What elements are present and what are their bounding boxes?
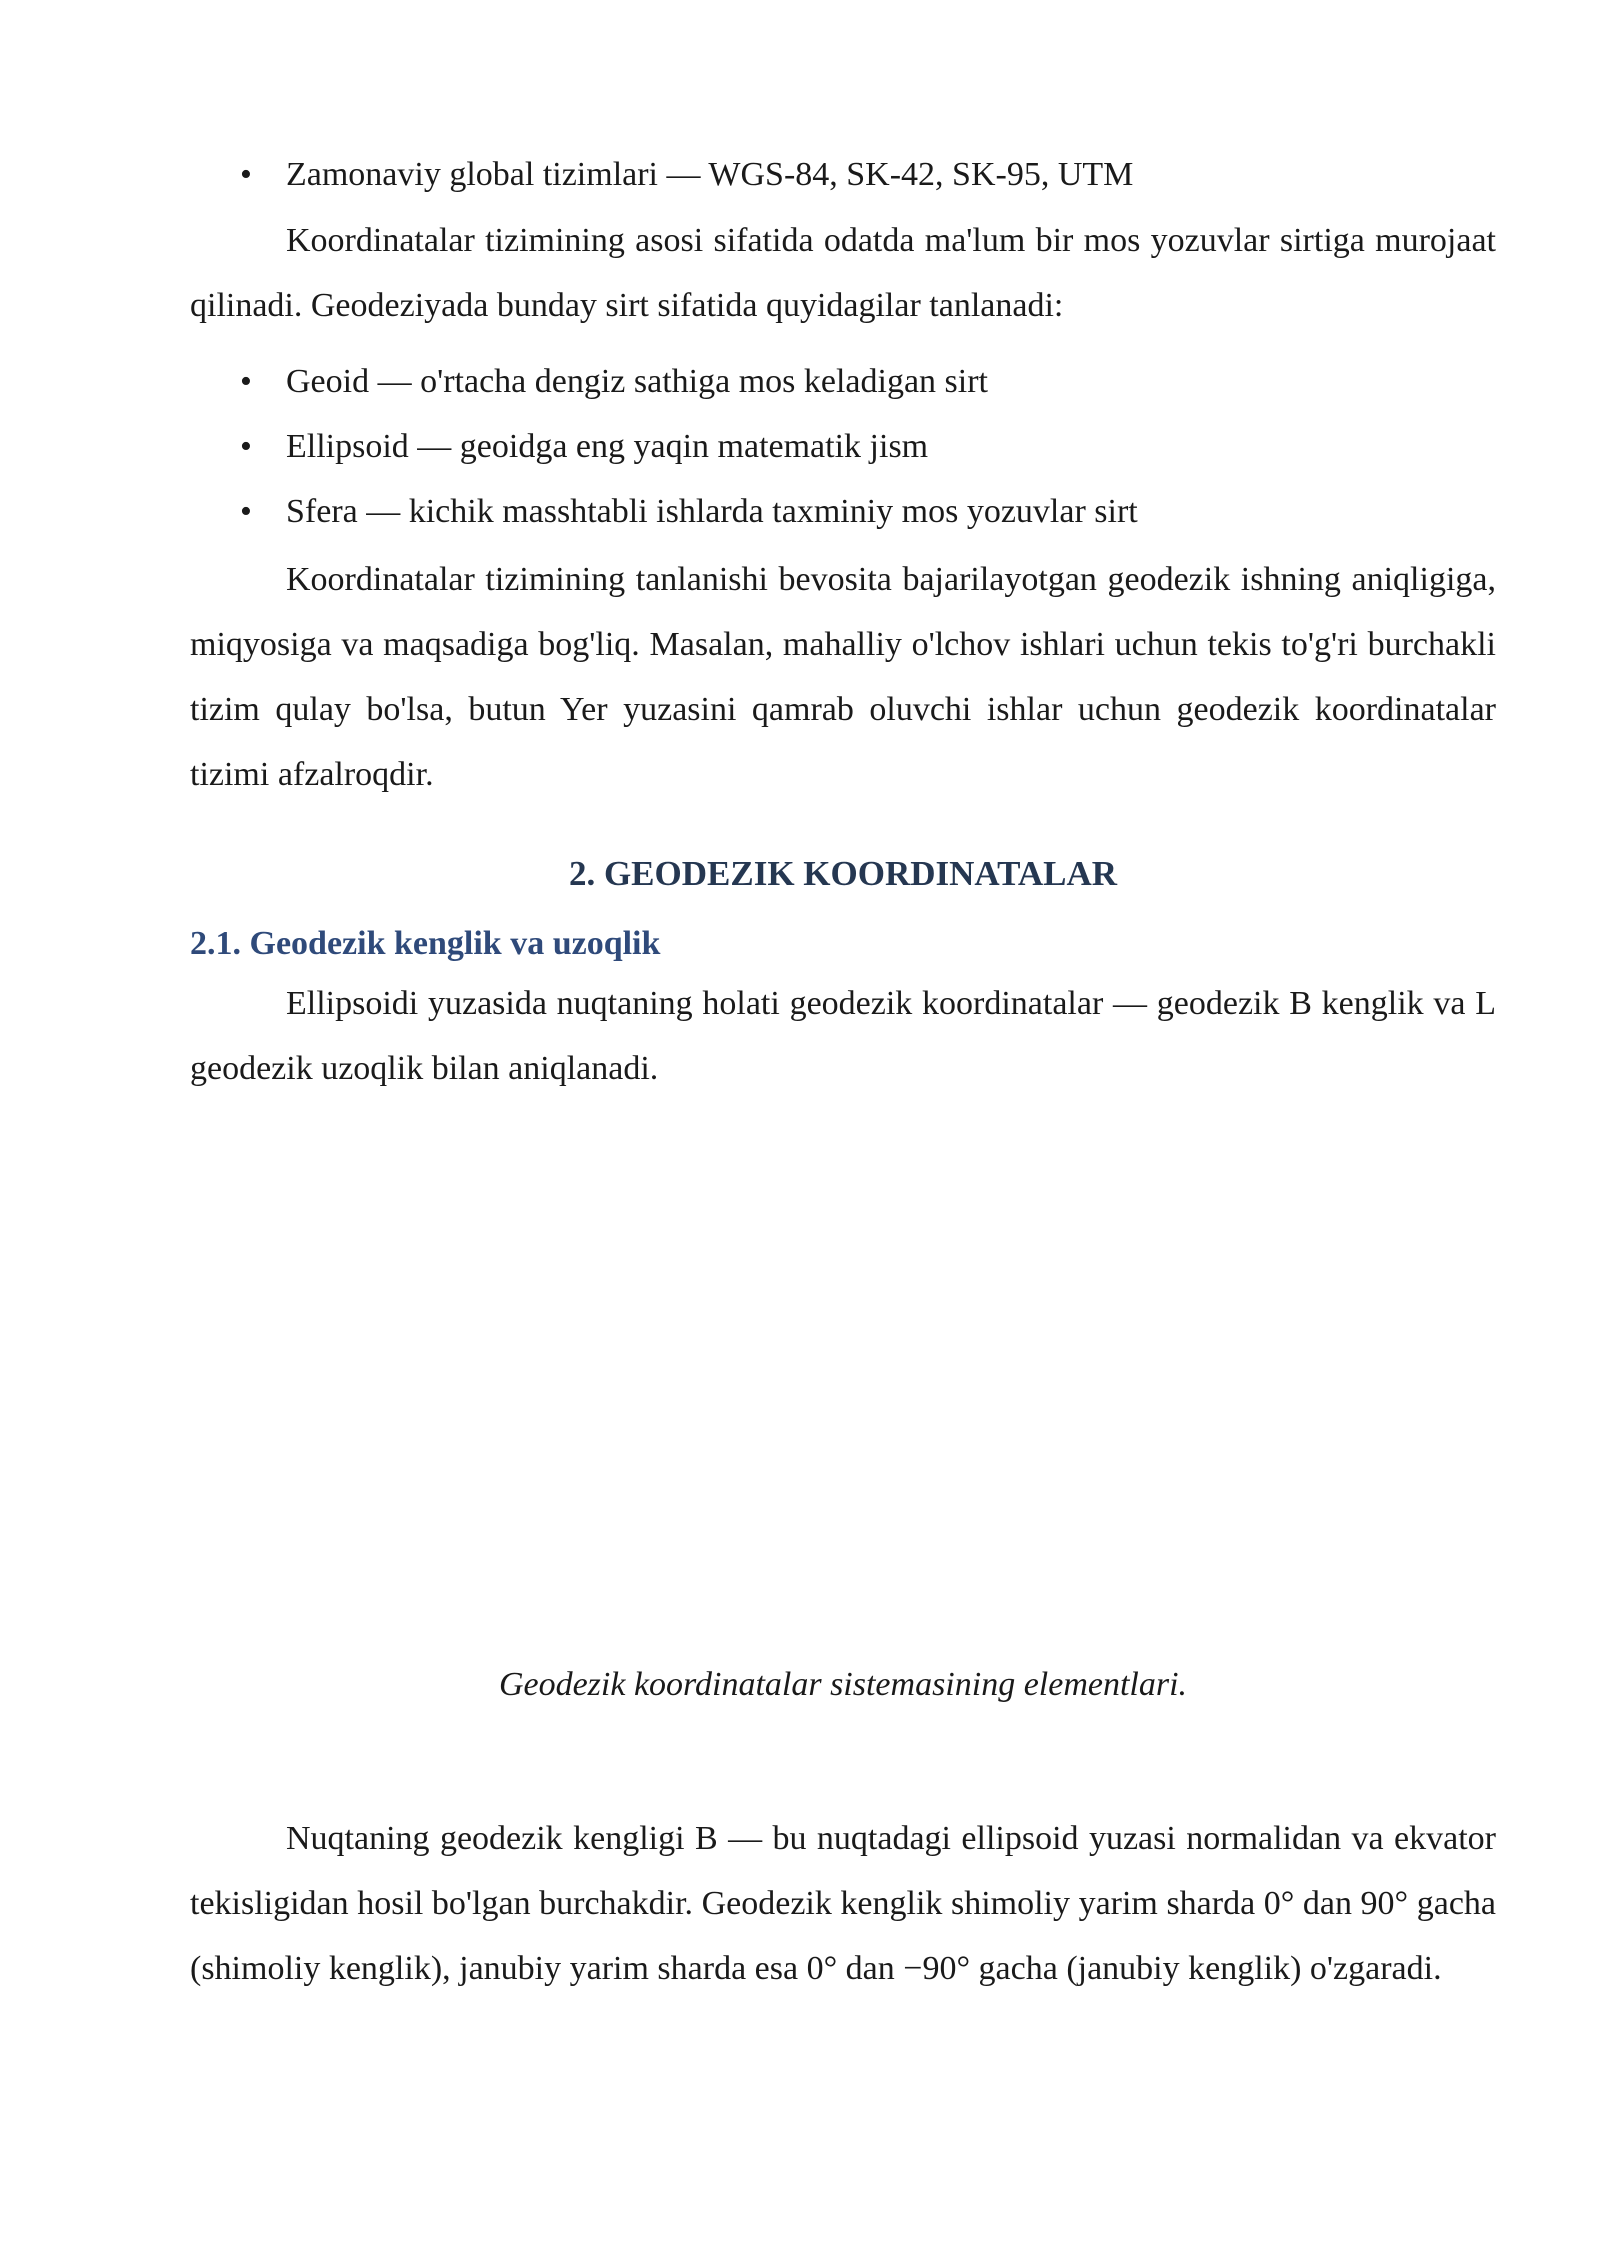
paragraph-text: Koordinatalar tizimining asosi sifatida odatda ma'lum bir mos yozuvlar sirtiga murojaat qilinadi. Geodeziyada bunday sirt sifatida quyidagilar tanlanadi:: [190, 222, 1496, 324]
paragraph-geodetic-coordinates: [190, 971, 1496, 1101]
paragraph-system-choice: [190, 547, 1496, 807]
list-item-text: Ellipsoid — geoidga eng yaqin matematik jism: [286, 428, 929, 465]
subsection-title: 2.1. Geodezik kenglik va uzoqlik: [190, 925, 661, 962]
bullet-icon: •: [240, 363, 252, 400]
bullet-icon: •: [240, 493, 252, 530]
bullet-list-surfaces: [190, 349, 1496, 544]
paragraph-text: Koordinatalar tizimining tanlanishi bevosita bajarilayotgan geodezik ishning aniqligiga, miqyosiga va maqsadiga bog'liq. Masalan, mahalliy o'lchov ishlari uchun tekis to'g'ri burchakli tizim qulay bo'lsa, butun Yer yuzasini qamrab oluvchi ishlar uchun geodezik koordinatalar tizimi afzalroqdir.: [190, 561, 1496, 793]
list-item: [190, 479, 1496, 544]
paragraph-geodetic-latitude: [190, 1806, 1496, 2001]
figure-placeholder: [190, 1100, 1496, 1640]
figure-caption: Geodezik koordinatalar sistemasining elementlari.: [498, 1666, 1188, 1703]
paragraph-text: Nuqtaning geodezik kengligi B — bu nuqtadagi ellipsoid yuzasi normalidan va ekvator tekisligidan hosil bo'lgan burchakdir. Geodezik kenglik shimoliy yarim sharda 0° dan 90° gacha (shimoliy kenglik), janubiy yarim sharda esa 0° dan −90° gacha (janubiy kenglik) o'zgaradi.: [190, 1820, 1496, 1987]
bullet-icon: •: [240, 428, 252, 465]
list-item-text: Geoid — o'rtacha dengiz sathiga mos keladigan sirt: [286, 363, 988, 400]
list-item: [190, 142, 1496, 207]
bullet-icon: •: [240, 156, 252, 193]
paragraph-reference-surface: [190, 208, 1496, 338]
list-item: [190, 414, 1496, 479]
list-item-text: Zamonaviy global tizimlari — WGS-84, SK-42, SK-95, UTM: [286, 156, 1134, 193]
paragraph-text: Ellipsoidi yuzasida nuqtaning holati geodezik koordinatalar — geodezik B kenglik va L geodezik uzoqlik bilan aniqlanadi.: [190, 985, 1496, 1087]
list-item: [190, 349, 1496, 414]
list-item-text: Sfera — kichik masshtabli ishlarda taxminiy mos yozuvlar sirt: [286, 493, 1138, 530]
bullet-list-systems: [190, 142, 1496, 207]
section-title: 2. GEODEZIK KOORDINATALAR: [568, 854, 1118, 893]
